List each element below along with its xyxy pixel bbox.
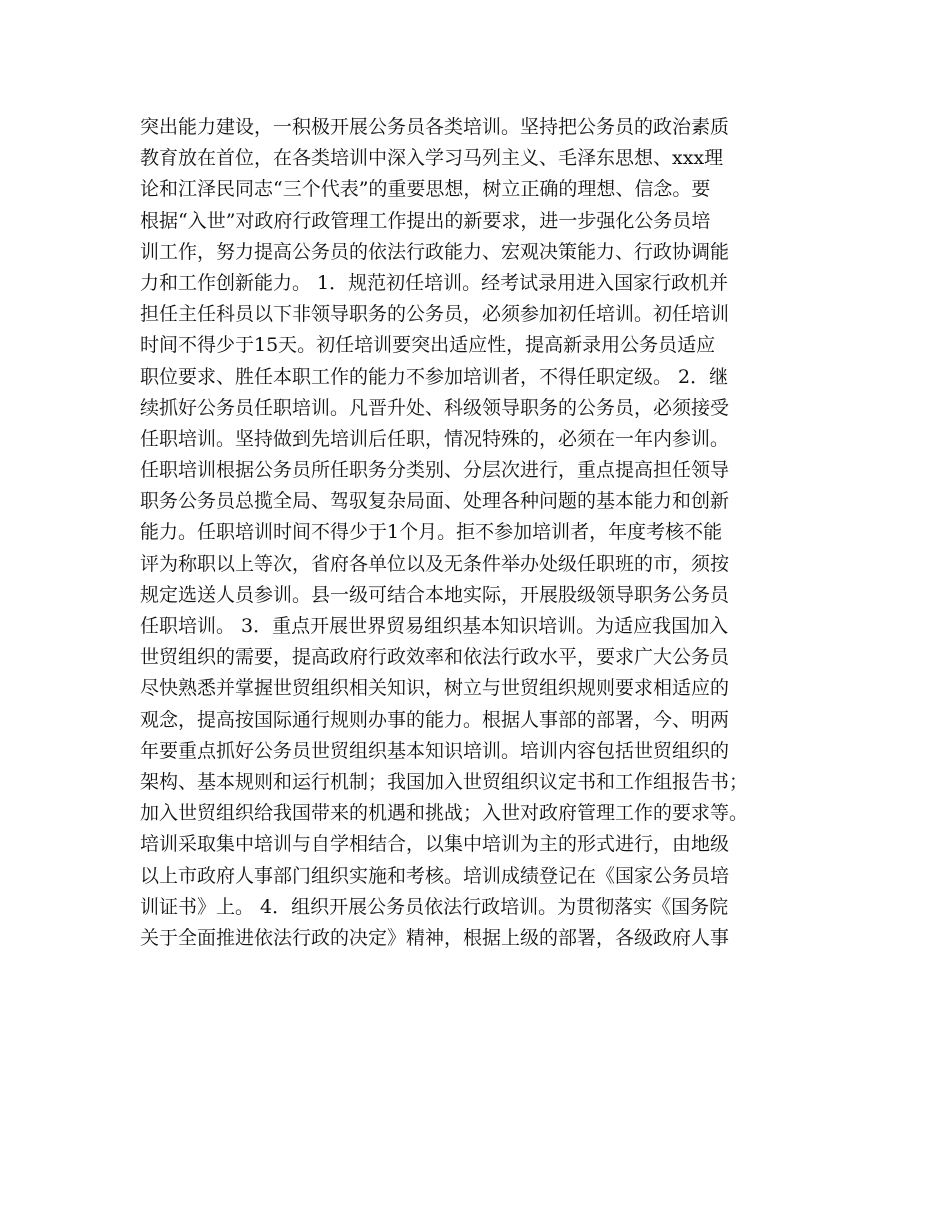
text-line: 关于全面推进依法行政的决定》精神，根据上级的部署，各级政府人事 <box>140 926 730 949</box>
text-line: 续抓好公务员任职培训。凡晋升处、科级领导职务的公务员，必须接受 <box>140 396 730 419</box>
text-line: 训证书》上。 4．组织开展公务员依法行政培训。为贯彻落实《国务院 <box>140 895 729 918</box>
text-line: 任职培训。坚持做到先培训后任职，情况特殊的，必须在一年内参训。 <box>140 427 730 450</box>
text-line: 以上市政府人事部门组织实施和考核。培训成绩登记在《国家公务员培 <box>140 864 730 887</box>
text-line: 能力。任职培训时间不得少于1个月。拒不参加培训者，年度考核不能 <box>140 521 723 544</box>
text-line: 规定选送人员参训。县一级可结合本地实际，开展股级领导职务公务员 <box>140 583 730 606</box>
text-line: 突出能力建设，一积极开展公务员各类培训。坚持把公务员的政治素质 <box>140 116 730 138</box>
text-line: 时间不得少于15天。初任培训要突出适应性，提高新录用公务员适应 <box>140 334 716 357</box>
text-line: 根据“入世”对政府行政管理工作提出的新要求，进一步强化公务员培 <box>140 209 711 232</box>
text-line: 训工作，努力提高公务员的依法行政能力、宏观决策能力、行政协调能 <box>140 240 730 263</box>
text-line: 职位要求、胜任本职工作的能力不参加培训者，不得任职定级。 2．继 <box>140 365 729 388</box>
text-line: 论和江泽民同志“三个代表”的重要思想，树立正确的理想、信念。要 <box>140 178 711 201</box>
text-line: 评为称职以上等次，省府各单位以及无条件举办处级任职班的市，须按 <box>140 552 730 575</box>
text-line: 观念，提高按国际通行规则办事的能力。根据人事部的部署，今、明两 <box>140 708 730 731</box>
text-line: 尽快熟悉并掌握世贸组织相关知识，树立与世贸组织规则要求相适应的 <box>140 677 730 700</box>
text-line: 任职培训。 3．重点开展世界贸易组织基本知识培训。为适应我国加入 <box>140 615 729 637</box>
text-line: 教育放在首位，在各类培训中深入学习马列主义、毛泽东思想、xxx理 <box>140 147 724 170</box>
text-line: 担任主任科员以下非领导职务的公务员，必须参加初任培训。初任培训 <box>140 303 730 326</box>
text-line: 加入世贸组织给我国带来的机遇和挑战；入世对政府管理工作的要求等。 <box>140 802 749 825</box>
body-text <box>140 112 830 954</box>
text-line: 架构、基本规则和运行机制；我国加入世贸组织议定书和工作组报告书； <box>140 770 749 793</box>
text-line: 年要重点抓好公务员世贸组织基本知识培训。培训内容包括世贸组织的 <box>140 739 730 762</box>
text-line: 培训采取集中培训与自学相结合，以集中培训为主的形式进行，由地级 <box>140 833 730 856</box>
text-line: 力和工作创新能力。 1．规范初任培训。经考试录用进入国家行政机并 <box>140 271 729 294</box>
text-line: 职务公务员总揽全局、驾驭复杂局面、处理各种问题的基本能力和创新 <box>140 490 730 513</box>
text-line: 任职培训根据公务员所任职务分类别、分层次进行，重点提高担任领导 <box>140 459 730 482</box>
text-line: 世贸组织的需要，提高政府行政效率和依法行政水平，要求广大公务员 <box>140 646 730 669</box>
